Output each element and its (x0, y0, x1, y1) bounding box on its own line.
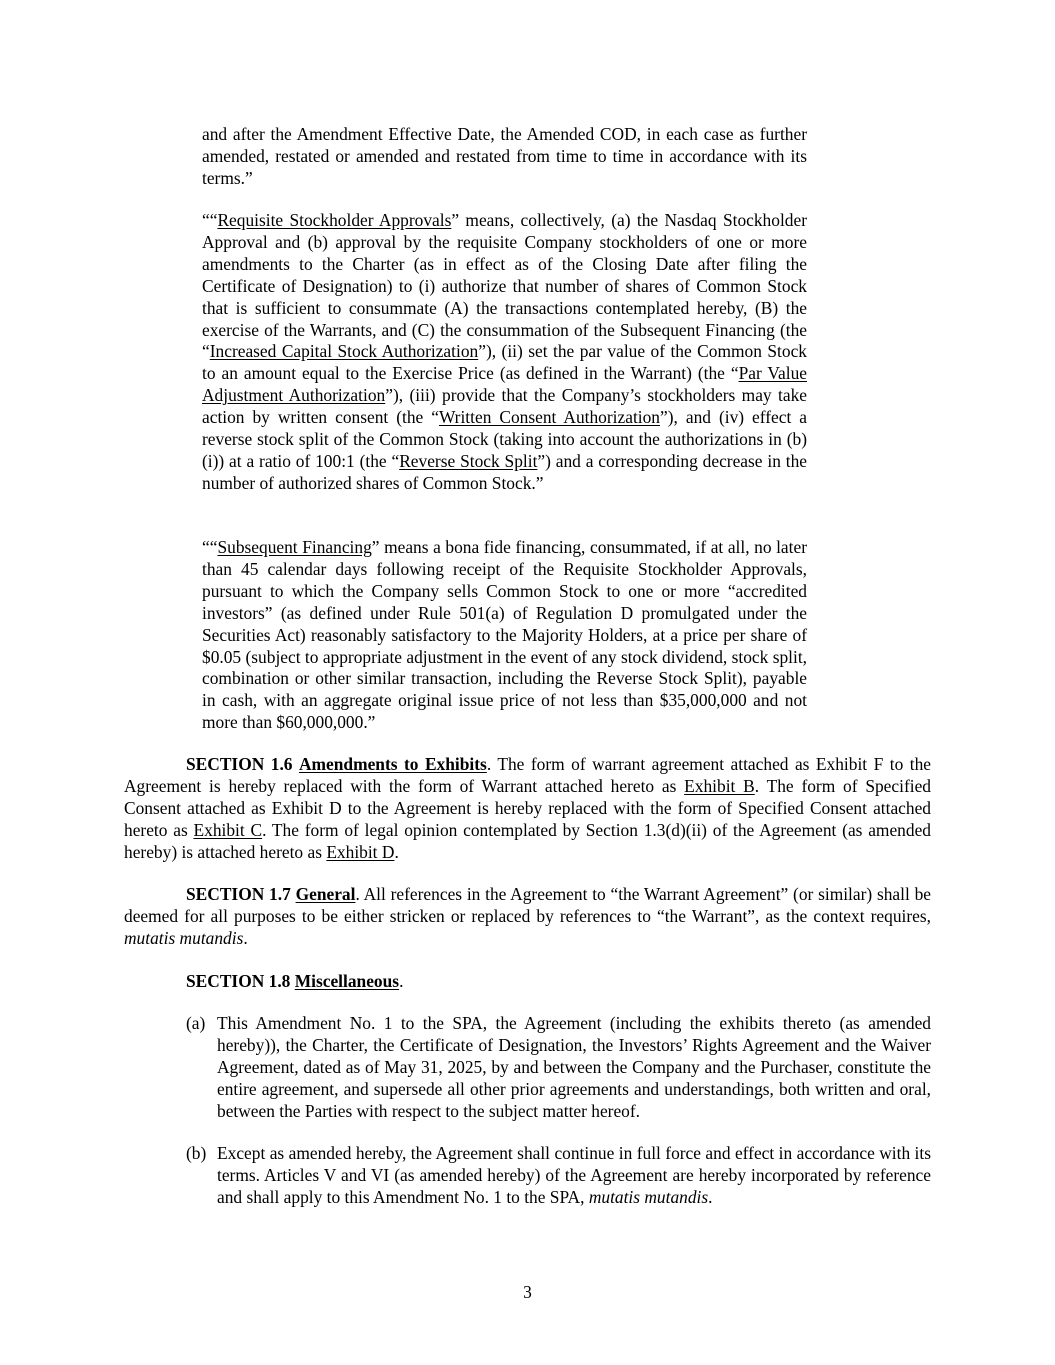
defined-term: Par Value Adjustment Authorization (202, 363, 808, 406)
section-title: Amendments to Exhibits (298, 754, 487, 774)
quoted-definition-ending: and after the Amendment Effective Date, the Amended COD, in each case as further amended, restated or amended and restated from time to time in accordance with its terms.” (202, 124, 807, 188)
list-body: Except as amended hereby, the Agreement shall continue in full force and effect in accordance with its terms. Articles V and VI (as amended hereby) of the Agreement are hereby incorporated by reference and shall apply to this Amendment No. 1 to the SPA, mutatis mutandis. (217, 1143, 931, 1207)
section-number: SECTION 1.6 (186, 754, 293, 774)
section-number: SECTION 1.7 (186, 884, 291, 904)
defined-term: Reverse Stock Split (399, 450, 538, 471)
list-item-a (186, 1013, 931, 1123)
section-number: SECTION 1.8 (186, 971, 291, 991)
defined-term: Requisite Stockholder Approvals (217, 210, 452, 230)
list-label: (b) (186, 1143, 207, 1163)
definition-requisite-stockholder-approvals: ““Requisite Stockholder Approvals” means, collectively, (a) the Nasdaq Stockholder Approval and (b) approval by the requisite Company stockholders of one or more amendments to the Charter (as in effect as of the Closing Date after filing the Certificate of Designation) to (i) authorize that number of shares of Common Stock that is sufficient to consummate (A) the transactions contemplated hereby, (B) the exercise of the Warrants, and (C) the consummation of the Subsequent Financing (the “Increased Capital Stock Authorization”), (ii) set the par value of the Common Stock to an amount equal to the Exercise Price (as defined in the Warrant) (the “Par Value Adjustment Authorization”), (iii) provide that the Company’s stockholders may take action by written consent (the “Written Consent Authorization”), and (iv) effect a reverse stock split of the Common Stock (taking into account the authorizations in (b)(i)) at a ratio of 100:1 (the “Reverse Stock Split”) and a corresponding decrease in the number of authorized shares of Common Stock.” (202, 210, 808, 493)
list-item-b (186, 1143, 931, 1209)
section-1-8: SECTION 1.8 Miscellaneous. (186, 971, 404, 991)
section-title: General (295, 884, 356, 904)
exhibit-reference: Exhibit C (193, 819, 263, 840)
section-1-7: SECTION 1.7 General. All references in the Agreement to “the Warrant Agreement” (or similar) shall be deemed for all purposes to be either stricken or replaced by references to “the Warrant”, as the context requires, mutatis mutandis. (124, 884, 931, 948)
defined-term: Written Consent Authorization (438, 407, 660, 428)
definition-subsequent-financing: ““Subsequent Financing” means a bona fide financing, consummated, if at all, no later than 45 calendar days following receipt of the Requisite Stockholder Approvals, pursuant to which the Company sells Common Stock to one or more “accredited investors” (as defined under Rule 501(a) of Regulation D promulgated under the Securities Act) reasonably satisfactory to the Majority Holders, at a price per share of $0.05 (subject to appropriate adjustment in the event of any stock dividend, stock split, combination or other similar transaction, including the Reverse Stock Split), payable in cash, with an aggregate original issue price of not less than $35,000,000 and not more than $60,000,000.” (202, 537, 807, 733)
list-label: (a) (186, 1013, 206, 1033)
page-number: 3 (523, 1282, 532, 1302)
exhibit-reference: Exhibit B (684, 775, 755, 796)
section-title: Miscellaneous (294, 971, 400, 991)
exhibit-reference: Exhibit D (326, 841, 395, 862)
defined-term: Subsequent Financing (217, 537, 372, 557)
section-1-6: SECTION 1.6 Amendments to Exhibits. The form of warrant agreement attached as Exhibit F to the Agreement is hereby replaced with the form of Warrant attached hereto as Exhibit B. The form of Specified Consent attached as Exhibit D to the Agreement is hereby replaced with the form of Specified Consent attached hereto as Exhibit C. The form of legal opinion contemplated by Section 1.3(d)(ii) of the Agreement (as amended hereby) is attached hereto as Exhibit D. (124, 754, 931, 862)
list-body: This Amendment No. 1 to the SPA, the Agreement (including the exhibits thereto (as amended hereby)), the Charter, the Certificate of Designation, the Investors’ Rights Agreement and the Waiver Agreement, dated as of May 31, 2025, by and between the Company and the Purchaser, constitute the entire agreement, and supersede all other prior agreements and understandings, both written and oral, between the Parties with respect to the subject matter hereof. (217, 1013, 931, 1121)
defined-term: Increased Capital Stock Authorization (209, 341, 479, 362)
